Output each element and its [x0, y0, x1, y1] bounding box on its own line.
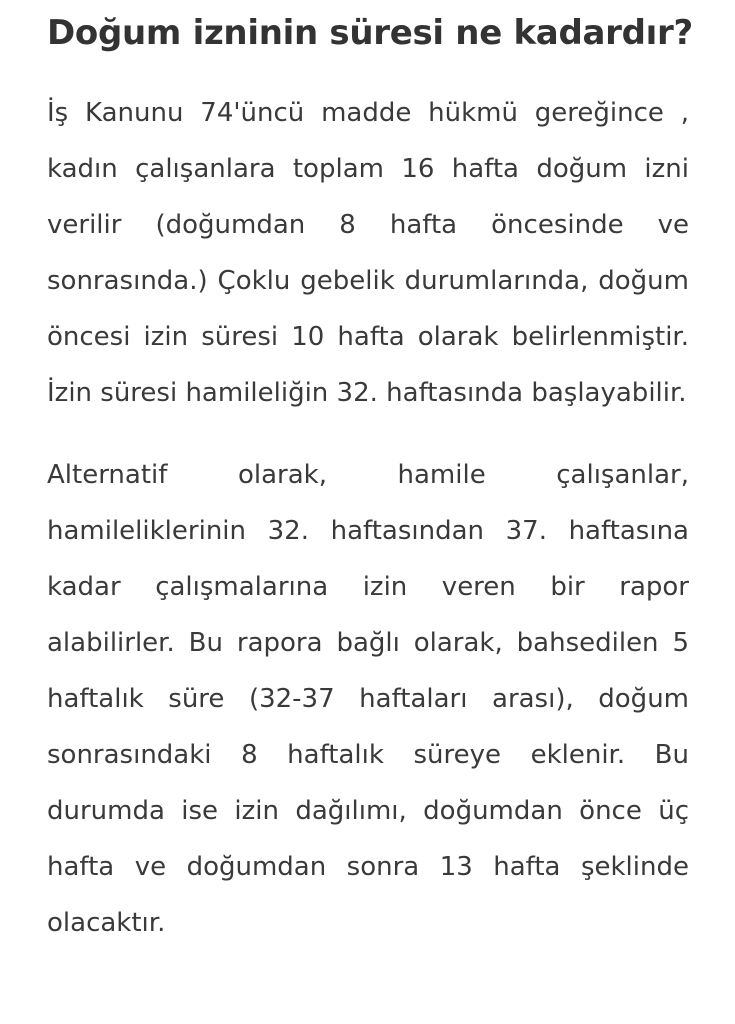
article-heading: Doğum izninin süresi ne kadardır? [47, 13, 693, 53]
article-paragraph-1: İş Kanunu 74'üncü madde hükmü gereğince , kadın çalışanlara toplam 16 hafta doğum izni verilir (doğumdan 8 hafta öncesinde ve sonrasında.) Çoklu gebelik durumlarında, doğum öncesi izin süresi 10 hafta olarak belirlenmiştir. İzin süresi hamileliğin 32. haftasında başlayabilir. [47, 98, 689, 408]
article-paragraph-2: Alternatif olarak, hamile çalışanlar, hamileliklerinin 32. haftasından 37. haftasına kadar çalışmalarına izin veren bir rapor alabilirler. Bu rapora bağlı olarak, bahsedilen 5 haftalık süre (32-37 haftaları arası), doğum sonrasındaki 8 haftalık süreye eklenir. Bu durumda ise izin dağılımı, doğumdan önce üç hafta ve doğumdan sonra 13 hafta şeklinde olacaktır. [47, 460, 689, 938]
